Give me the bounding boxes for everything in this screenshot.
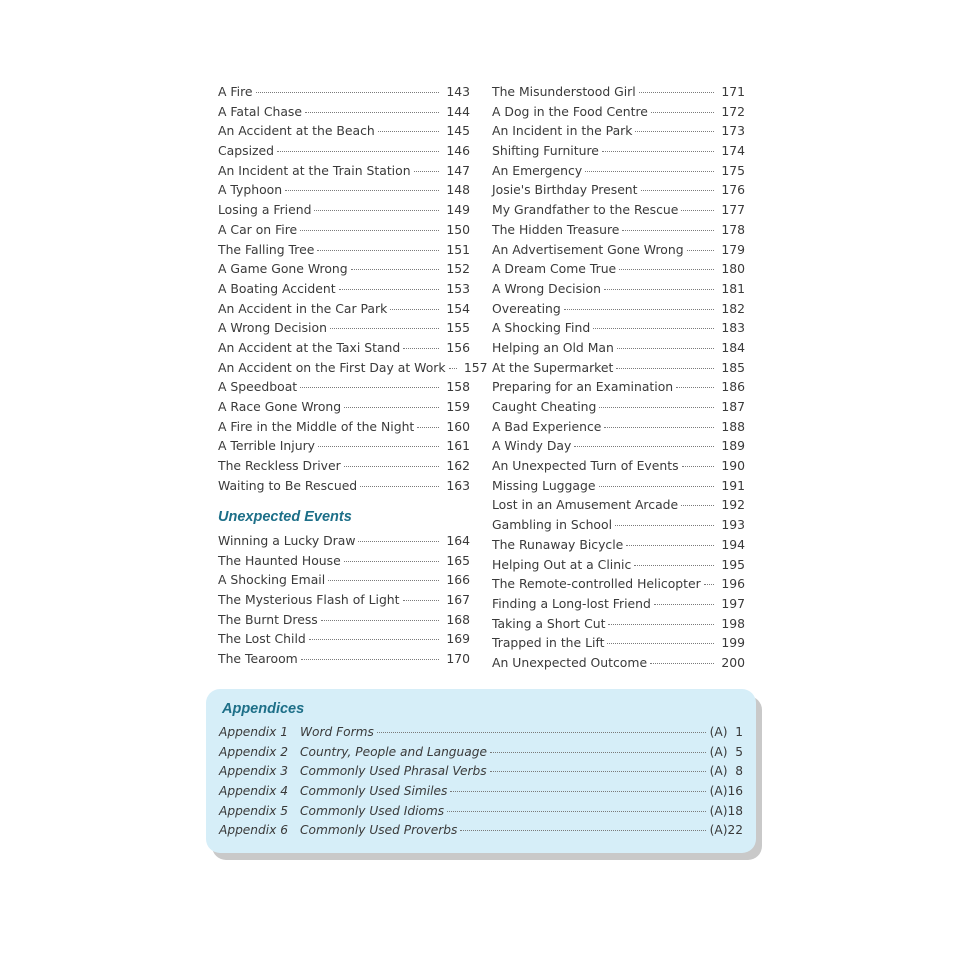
dot-leader (403, 599, 439, 601)
toc-entry-page: 155 (446, 320, 470, 336)
toc-entry-title: Lost in an Amusement Arcade (492, 497, 679, 513)
toc-entry-page: 185 (721, 359, 745, 375)
dot-leader (604, 426, 714, 428)
toc-entry-title: At the Supermarket (492, 359, 614, 375)
appendix-entry (219, 821, 743, 841)
toc-entry-title: Josie's Birthday Present (492, 182, 638, 198)
dot-leader (309, 638, 439, 640)
dot-leader (681, 504, 714, 506)
appendix-entry (219, 782, 743, 802)
toc-entry-title: The Remote-controlled Helicopter (492, 576, 701, 592)
toc-entry-page: 170 (446, 651, 470, 667)
section-heading-unexpected-events: Unexpected Events (218, 509, 352, 525)
toc-entry-page: 187 (721, 399, 745, 414)
appendix-page: (A)16 (709, 784, 743, 799)
dot-leader (318, 445, 439, 447)
appendix-label: Appendix 2 (219, 744, 288, 759)
toc-entry-page: 174 (721, 143, 745, 159)
appendix-title: Commonly Used Similes (300, 784, 448, 799)
toc-entry-title: An Accident at the Beach (218, 123, 375, 139)
toc-entry-title: The Runaway Bicycle (492, 536, 624, 552)
toc-entry (492, 259, 745, 279)
toc-entry-title: Helping an Old Man (492, 339, 614, 355)
toc-entry (492, 436, 745, 456)
toc-entry-page: 172 (721, 103, 745, 119)
toc-entry (492, 614, 745, 634)
toc-entry-page: 180 (721, 261, 745, 277)
toc-entry-title: The Lost Child (218, 631, 306, 647)
toc-entry-page: 150 (446, 221, 470, 237)
toc-entry (492, 220, 745, 240)
toc-entry (218, 299, 470, 319)
toc-entry (218, 551, 470, 571)
dot-leader (300, 386, 439, 388)
toc-entry-page: 151 (446, 241, 470, 257)
dot-leader (447, 810, 706, 812)
dot-leader (358, 540, 439, 542)
toc-entry-title: A Dream Come True (492, 261, 617, 277)
toc-entry-title: A Wrong Decision (492, 280, 601, 296)
dot-leader (651, 111, 714, 113)
toc-entry-page: 189 (721, 438, 745, 454)
toc-entry (492, 397, 745, 417)
toc-entry-page: 193 (721, 517, 745, 533)
toc-entry-page: 177 (721, 202, 745, 218)
dot-leader (626, 544, 714, 546)
toc-entry-title: My Grandfather to the Rescue (492, 202, 679, 218)
dot-leader (417, 426, 439, 428)
dot-leader (615, 524, 714, 526)
toc-entry-page: 183 (721, 320, 745, 336)
appendix-label: Appendix 3 (219, 764, 288, 779)
toc-entry (492, 633, 745, 653)
toc-entry (218, 531, 470, 551)
dot-leader (617, 347, 714, 349)
dot-leader (317, 249, 439, 251)
toc-entry (492, 299, 745, 319)
toc-entry-title: The Burnt Dress (218, 611, 318, 627)
toc-entry-page: 175 (721, 162, 745, 178)
toc-entry-page: 181 (721, 280, 745, 296)
dot-leader (585, 170, 714, 172)
toc-entry-title: A Car on Fire (218, 221, 298, 237)
toc-entry (218, 318, 470, 338)
toc-entry (218, 279, 470, 299)
toc-entry-page: 161 (446, 438, 470, 454)
dot-leader (321, 619, 439, 621)
dot-leader (682, 465, 714, 467)
toc-entry (218, 397, 470, 417)
toc-entry-page: 182 (721, 300, 745, 316)
appendix-title: Commonly Used Proverbs (300, 823, 458, 838)
dot-leader (360, 485, 439, 487)
dot-leader (277, 150, 439, 152)
toc-entry-page: 165 (446, 552, 470, 568)
appendix-title: Word Forms (300, 725, 374, 739)
toc-entry-title: The Haunted House (218, 552, 341, 568)
appendix-page: (A) 8 (709, 764, 743, 779)
toc-entry (492, 555, 745, 575)
dot-leader (305, 111, 439, 113)
dot-leader (634, 564, 714, 566)
toc-entry-title: An Emergency (492, 162, 583, 178)
dot-leader (687, 249, 714, 251)
toc-entry-title: An Accident at the Taxi Stand (218, 339, 401, 355)
toc-entry (218, 102, 470, 122)
toc-entry-title: The Reckless Driver (218, 458, 341, 474)
toc-entry (492, 476, 745, 496)
dot-leader (378, 130, 439, 132)
toc-entry (492, 574, 745, 594)
toc-entry-title: An Unexpected Outcome (492, 654, 648, 670)
toc-entry-title: A Fatal Chase (218, 103, 303, 119)
toc-entry-title: An Unexpected Turn of Events (492, 458, 679, 474)
dot-leader (351, 268, 439, 270)
dot-leader (300, 229, 439, 231)
toc-entry (218, 358, 488, 378)
toc-entry (218, 200, 470, 220)
toc-entry (218, 220, 470, 240)
appendix-label: Appendix 4 (219, 784, 288, 799)
toc-entry (492, 594, 745, 614)
dot-leader (599, 485, 715, 487)
toc-entry-title: Finding a Long-lost Friend (492, 595, 651, 611)
toc-entry-page: 176 (721, 182, 745, 198)
toc-entry (218, 649, 470, 669)
toc-entry-title: An Advertisement Gone Wrong (492, 241, 684, 257)
appendix-entry (219, 802, 743, 822)
toc-entry (492, 180, 745, 200)
dot-leader (344, 560, 439, 562)
toc-entry-page: 145 (446, 123, 470, 139)
toc-entry-title: Shifting Furniture (492, 143, 599, 159)
toc-entry-title: A Fire (218, 84, 253, 99)
toc-entry-title: Missing Luggage (492, 477, 596, 493)
toc-entry-page: 159 (446, 399, 470, 414)
toc-entry-page: 179 (721, 241, 745, 257)
toc-entry-title: A Shocking Find (492, 320, 591, 336)
dot-leader (619, 268, 714, 270)
dot-leader (635, 130, 714, 132)
dot-leader (654, 603, 714, 605)
dot-leader (285, 189, 439, 191)
toc-entry (492, 417, 745, 437)
toc-entry (218, 82, 470, 102)
toc-entry (492, 121, 745, 141)
toc-entry (218, 240, 470, 260)
dot-leader (449, 367, 457, 369)
toc-entry (218, 436, 470, 456)
dot-leader (403, 347, 439, 349)
toc-entry-title: The Tearoom (218, 651, 298, 667)
toc-entry-title: A Speedboat (218, 379, 298, 395)
toc-entry-page: 157 (463, 359, 488, 375)
toc-entry-title: A Terrible Injury (218, 438, 316, 454)
toc-entry-title: An Accident on the First Day at Work (218, 359, 446, 375)
toc-entry-page: 168 (446, 611, 470, 627)
toc-right-column (492, 82, 745, 673)
toc-entry-page: 169 (446, 631, 470, 647)
dot-leader (650, 662, 714, 664)
toc-entry-title: A Wrong Decision (218, 320, 327, 336)
dot-leader (607, 642, 714, 644)
toc-entry-title: The Falling Tree (218, 241, 315, 257)
toc-entry-page: 190 (721, 458, 745, 474)
toc-entry-title: A Typhoon (218, 182, 283, 198)
dot-leader (574, 445, 714, 447)
toc-left-column (218, 82, 488, 495)
toc-entry-page: 192 (721, 497, 745, 513)
dot-leader (704, 583, 714, 585)
toc-entry (492, 318, 745, 338)
toc-entry (218, 476, 470, 496)
dot-leader (593, 327, 714, 329)
dot-leader (339, 288, 439, 290)
dot-leader (641, 189, 714, 191)
toc-entry (492, 358, 745, 378)
toc-entry-page: 196 (721, 576, 745, 592)
dot-leader (681, 209, 714, 211)
dot-leader (328, 579, 439, 581)
toc-entry (218, 377, 470, 397)
toc-entry-page: 184 (721, 339, 745, 355)
toc-entry-title: A Boating Accident (218, 280, 336, 296)
toc-entry (218, 610, 470, 630)
toc-entry (218, 417, 470, 437)
dot-leader (301, 658, 439, 660)
toc-entry (492, 200, 745, 220)
toc-entry-page: 143 (446, 84, 470, 99)
toc-entry-page: 163 (446, 477, 470, 493)
appendix-entry (219, 743, 743, 763)
toc-entry-page: 195 (721, 556, 745, 572)
appendix-entry (219, 723, 743, 743)
toc-entry (492, 161, 745, 181)
appendix-label: Appendix 6 (219, 823, 288, 838)
toc-entry-title: The Hidden Treasure (492, 221, 620, 237)
toc-entry (218, 338, 470, 358)
appendix-label: Appendix 5 (219, 803, 288, 818)
toc-entry-page: 152 (446, 261, 470, 277)
dot-leader (602, 150, 714, 152)
toc-entry (492, 141, 745, 161)
toc-entry-page: 162 (446, 458, 470, 474)
toc-entry-title: A Bad Experience (492, 418, 602, 434)
toc-entry-page: 160 (446, 418, 470, 434)
dot-leader (344, 465, 439, 467)
toc-entry-page: 199 (721, 635, 745, 651)
appendix-page: (A)22 (709, 823, 743, 838)
toc-entry-page: 197 (721, 595, 745, 611)
toc-entry-title: Capsized (218, 143, 274, 159)
toc-entry (492, 495, 745, 515)
toc-entry-page: 153 (446, 280, 470, 296)
toc-entry-page: 191 (721, 477, 745, 493)
toc-entry-title: A Fire in the Middle of the Night (218, 418, 415, 434)
toc-entry (492, 653, 745, 673)
dot-leader (622, 229, 714, 231)
toc-entry-page: 158 (446, 379, 470, 395)
appendix-title: Commonly Used Idioms (300, 803, 445, 818)
dot-leader (490, 751, 706, 753)
appendices-heading: Appendices (222, 701, 305, 717)
toc-entry-title: An Incident at the Train Station (218, 162, 411, 178)
toc-entry-page: 144 (446, 103, 470, 119)
toc-entry-page: 149 (446, 202, 470, 218)
dot-leader (460, 829, 705, 831)
appendix-label: Appendix 1 (219, 725, 288, 739)
dot-leader (377, 731, 706, 733)
toc-entry-page: 156 (446, 339, 470, 355)
toc-entry-title: An Accident in the Car Park (218, 300, 388, 316)
appendices-box (206, 689, 756, 853)
toc-entry-title: Losing a Friend (218, 202, 312, 218)
toc-entry (218, 629, 470, 649)
toc-entry (492, 338, 745, 358)
toc-entry (218, 570, 470, 590)
toc-entry-page: 198 (721, 615, 745, 631)
dot-leader (314, 209, 439, 211)
appendix-title: Commonly Used Phrasal Verbs (300, 764, 487, 779)
toc-entry (218, 141, 470, 161)
dot-leader (256, 91, 439, 93)
toc-entry-title: Preparing for an Examination (492, 379, 674, 395)
toc-entry-page: 148 (446, 182, 470, 198)
toc-entry-title: An Incident in the Park (492, 123, 633, 139)
toc-entry (492, 279, 745, 299)
toc-entry (492, 102, 745, 122)
toc-entry (492, 240, 745, 260)
toc-entry-page: 166 (446, 572, 470, 588)
toc-entry-page: 173 (721, 123, 745, 139)
appendices-list (219, 723, 743, 841)
appendix-title: Country, People and Language (300, 744, 487, 759)
toc-entry-title: Gambling in School (492, 517, 613, 533)
toc-entry-page: 154 (446, 300, 470, 316)
toc-entry (492, 377, 745, 397)
toc-entry (218, 180, 470, 200)
toc-entry-title: A Shocking Email (218, 572, 326, 588)
toc-entry-title: Winning a Lucky Draw (218, 533, 356, 548)
toc-entry-page: 200 (721, 654, 745, 670)
dot-leader (599, 406, 714, 408)
toc-entry-page: 146 (446, 143, 470, 159)
toc-entry-title: Caught Cheating (492, 399, 597, 414)
toc-unexpected-events-list (218, 531, 470, 669)
toc-entry-title: The Misunderstood Girl (492, 84, 636, 99)
toc-entry-title: Helping Out at a Clinic (492, 556, 632, 572)
toc-entry (492, 456, 745, 476)
toc-entry (218, 590, 470, 610)
toc-entry-title: Taking a Short Cut (492, 615, 606, 631)
dot-leader (639, 91, 714, 93)
toc-entry-page: 167 (446, 592, 470, 608)
appendix-page: (A) 5 (709, 744, 743, 759)
dot-leader (676, 386, 714, 388)
toc-entry-page: 178 (721, 221, 745, 237)
toc-entry-page: 186 (721, 379, 745, 395)
toc-entry (492, 535, 745, 555)
toc-entry-title: The Mysterious Flash of Light (218, 592, 400, 608)
dot-leader (608, 623, 714, 625)
toc-entry-title: A Dog in the Food Centre (492, 103, 648, 119)
toc-entry-page: 188 (721, 418, 745, 434)
dot-leader (616, 367, 714, 369)
toc-entry-page: 171 (721, 84, 745, 99)
dot-leader (604, 288, 714, 290)
toc-entry (492, 515, 745, 535)
toc-entry-title: A Windy Day (492, 438, 572, 454)
toc-entry-page: 147 (446, 162, 470, 178)
toc-entry-title: Waiting to Be Rescued (218, 477, 358, 493)
toc-entry (218, 161, 470, 181)
appendix-page: (A) 1 (709, 725, 743, 739)
toc-entry-title: Trapped in the Lift (492, 635, 605, 651)
toc-entry (218, 259, 470, 279)
toc-entry-page: 164 (446, 533, 470, 548)
dot-leader (414, 170, 439, 172)
dot-leader (330, 327, 439, 329)
toc-entry (218, 121, 470, 141)
appendix-page: (A)18 (709, 803, 743, 818)
dot-leader (490, 770, 706, 772)
dot-leader (450, 790, 705, 792)
dot-leader (390, 308, 439, 310)
toc-entry-title: A Race Gone Wrong (218, 399, 342, 414)
toc-entry (218, 456, 470, 476)
toc-entry-title: Overeating (492, 300, 561, 316)
appendix-entry (219, 762, 743, 782)
toc-entry (492, 82, 745, 102)
toc-entry-page: 194 (721, 536, 745, 552)
dot-leader (564, 308, 714, 310)
dot-leader (344, 406, 439, 408)
toc-entry-title: A Game Gone Wrong (218, 261, 348, 277)
